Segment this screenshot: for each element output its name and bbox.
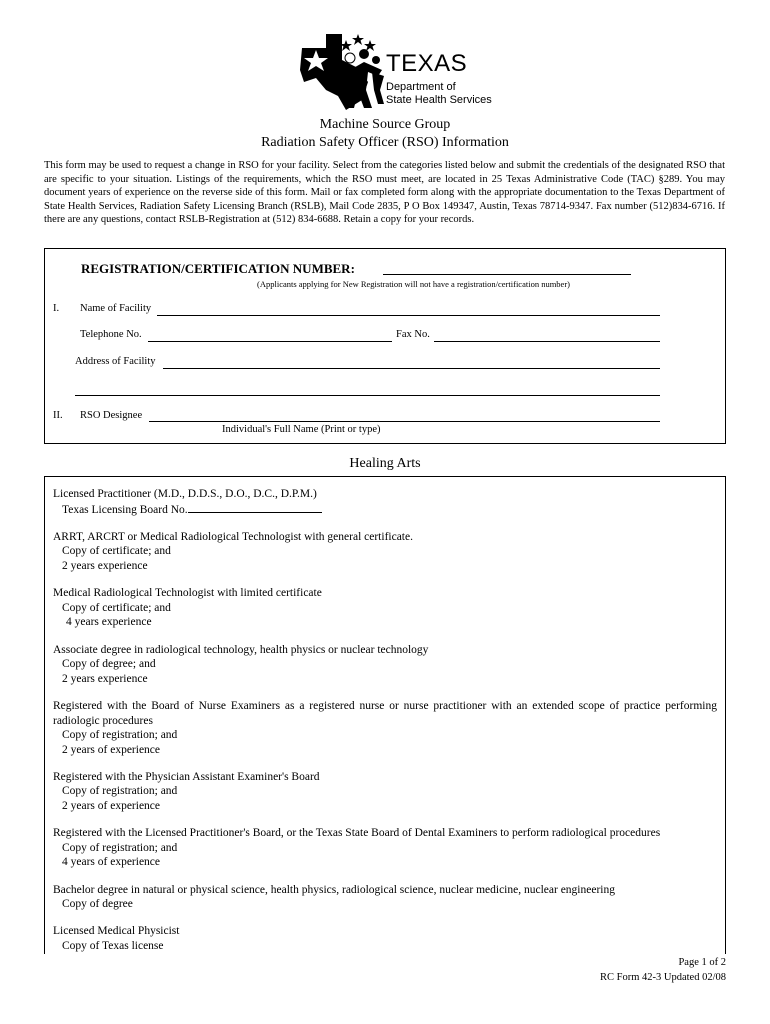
intro-paragraph: This form may be used to request a change in RSO for your facility. Select from the categories listed below and submit the credentials of the designated RSO that are specific to your situation. Listings of the requirements, which the RSO must meet, are located in 25 Texas Administrative Code (TAC) §289. You may document years of experience on the reverse side of this form. Mail or fax completed form along with the appropriate documentation to the Texas Department of State Health Services, Radiation Safety Licensing Branch (RSLB), Mail Code 2835, P O Box 149347, Austin, Texas 78714-9347. Fax number (512)834-6716. If there are any questions, contact RSLB-Registration at (512) 834-6688. Retain a copy for your records. <box>44 160 725 226</box>
section-ii-number: II. <box>53 410 63 421</box>
requirement-detail: Copy of degree; and <box>62 658 156 671</box>
requirement-detail: 2 years of experience <box>62 800 161 813</box>
logo-emblem-icon <box>298 30 388 112</box>
requirement-title: Registered with the Board of Nurse Examiners as a registered nurse or nurse practitioner with an extended scope of practice performing radiologic procedures <box>53 699 717 727</box>
healing-arts-box <box>44 476 726 954</box>
requirement-title: Registered with the Licensed Practitioner's Board, or the Texas State Board of Dental Examiners to perform radiological procedures <box>53 827 661 840</box>
fax-field[interactable] <box>434 341 660 342</box>
registration-box <box>44 248 726 444</box>
fax-label: Fax No. <box>396 329 430 340</box>
address-field-line1[interactable] <box>163 368 660 369</box>
requirement-title: ARRT, ARCRT or Medical Radiological Technologist with general certificate. <box>53 530 413 543</box>
list-item <box>53 924 717 953</box>
list-item <box>53 643 717 687</box>
facility-name-label: Name of Facility <box>80 303 152 314</box>
healing-arts-title: Healing Arts <box>349 456 421 471</box>
list-item <box>53 883 717 912</box>
logo-department-text: Department of <box>386 81 456 93</box>
list-item <box>53 586 717 630</box>
license-board-label: Texas Licensing Board No. <box>62 503 188 516</box>
requirement-detail: Copy of degree <box>62 898 133 911</box>
requirement-detail: Copy of registration; and <box>62 785 178 798</box>
telephone-label: Telephone No. <box>80 329 142 340</box>
license-board-number-field[interactable] <box>188 502 322 513</box>
list-item <box>53 826 717 870</box>
form-id: RC Form 42-3 Updated 02/08 <box>600 972 726 983</box>
list-item <box>53 487 717 517</box>
address-label: Address of Facility <box>75 356 156 367</box>
registration-number-label: REGISTRATION/CERTIFICATION NUMBER: <box>81 261 355 276</box>
texas-dshs-logo <box>298 30 498 112</box>
section-i-number: I. <box>53 303 60 314</box>
registration-note: (Applicants applying for New Registration will not have a registration/certification number) <box>257 279 570 289</box>
telephone-field[interactable] <box>148 341 392 342</box>
requirement-detail: Copy of registration; and <box>62 841 178 854</box>
facility-name-field[interactable] <box>157 315 660 316</box>
requirement-title: Licensed Medical Physicist <box>53 925 180 938</box>
list-item <box>53 770 717 814</box>
requirement-detail: Copy of Texas license <box>62 940 164 952</box>
healing-arts-list <box>53 487 717 966</box>
registration-number-field[interactable] <box>383 274 631 275</box>
requirement-detail: Copy of registration; and <box>62 729 178 742</box>
form-group-title: Machine Source Group <box>319 117 451 132</box>
requirement-title: Registered with the Physician Assistant Examiner's Board <box>53 770 320 783</box>
rso-designee-caption: Individual's Full Name (Print or type) <box>222 424 381 435</box>
rso-designee-label: RSO Designee <box>80 410 143 421</box>
address-field-line2[interactable] <box>75 395 660 396</box>
requirement-detail <box>53 502 717 518</box>
requirement-detail: 2 years experience <box>62 672 148 685</box>
page-number: Page 1 of 2 <box>678 957 726 968</box>
rso-designee-field[interactable] <box>149 421 660 422</box>
requirement-title: Licensed Practitioner (M.D., D.D.S., D.O., D.C., D.P.M.) <box>53 488 317 500</box>
logo-agency-text: State Health Services <box>386 94 492 106</box>
requirement-detail: 4 years of experience <box>62 856 161 869</box>
requirement-detail: 2 years of experience <box>62 743 161 756</box>
requirement-detail: Copy of certificate; and <box>62 545 171 558</box>
form-title: Radiation Safety Officer (RSO) Information <box>261 135 509 150</box>
list-item <box>53 530 717 574</box>
requirement-title: Bachelor degree in natural or physical science, health physics, radiological science, nuclear medicine, nuclear engineering <box>53 883 615 896</box>
list-item <box>53 699 717 757</box>
requirement-detail: Copy of certificate; and <box>62 601 171 614</box>
requirement-detail: 4 years experience <box>66 616 152 629</box>
logo-texas-text: TEXAS <box>386 50 468 77</box>
requirement-title: Medical Radiological Technologist with limited certificate <box>53 587 322 600</box>
requirement-detail: 2 years experience <box>62 559 148 572</box>
requirement-title: Associate degree in radiological technology, health physics or nuclear technology <box>53 643 429 656</box>
